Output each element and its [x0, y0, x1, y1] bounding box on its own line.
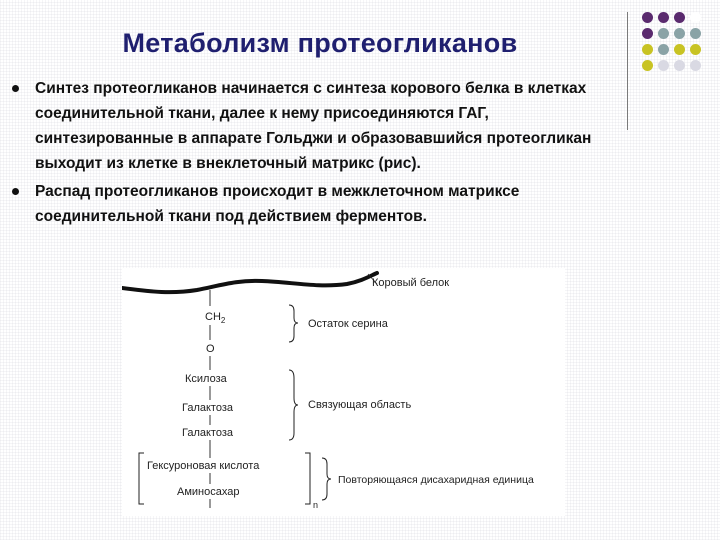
decorative-dot — [658, 28, 669, 39]
decorative-dot — [690, 44, 701, 55]
decorative-dot — [642, 12, 653, 23]
linkage-brace — [289, 370, 298, 440]
bullet-text-synthesis: Синтез протеогликанов начинается с синтеза корового белка в клетках соединительной ткани, далее к нему присоединяются ГАГ, синтезированные в аппарате Гольджи и образовавшийся протеогликан выходит из клетке в внеклеточный матрикс (рис). — [35, 80, 592, 172]
hexuronic-acid-label: Гексуроновая кислота — [147, 460, 260, 472]
serine-brace — [289, 305, 298, 342]
figure-diagram — [122, 268, 565, 516]
repeat-n-label: n — [313, 500, 319, 510]
decorative-dot — [674, 60, 685, 71]
decorative-dot — [674, 28, 685, 39]
decorative-dot — [690, 28, 701, 39]
aminosugar-label: Аминосахар — [177, 486, 240, 498]
proteoglycan-structure-figure — [122, 268, 565, 516]
galactose-2-label: Галактоза — [182, 427, 233, 439]
decorative-dot — [642, 28, 653, 39]
decorative-dot — [658, 44, 669, 55]
decorative-dot — [674, 12, 685, 23]
decorative-dot — [658, 60, 669, 71]
repeat-unit-brace — [322, 458, 331, 500]
decorative-dot-grid — [642, 12, 701, 71]
repeating-unit-label: Повторяющаяся дисахаридная единица — [338, 474, 534, 486]
slide-title: Метаболизм протеогликанов — [122, 28, 518, 58]
decorative-dot — [642, 60, 653, 71]
decorative-dot — [690, 60, 701, 71]
decorative-dot — [642, 44, 653, 55]
core-protein-label: Коровый белок — [372, 277, 450, 289]
bullet-item — [12, 76, 612, 176]
ch2-label: $CH_2$ — [205, 311, 226, 325]
bullet-list — [12, 76, 612, 232]
repeat-bracket-right — [305, 453, 310, 504]
bullet-icon — [12, 85, 19, 92]
bullet-text-degradation: Распад протеогликанов происходит в межклеточном матриксе соединительной ткани под действием ферментов. — [35, 183, 520, 225]
serine-residue-label: Остаток серина — [308, 318, 388, 330]
bullet-item — [12, 179, 612, 229]
galactose-1-label: Галактоза — [182, 402, 233, 414]
core-protein-line — [122, 273, 377, 292]
xylose-label: Ксилоза — [185, 373, 227, 385]
repeat-bracket-left — [139, 453, 144, 504]
decorative-dot — [690, 12, 701, 23]
linkage-region-label: Связующая область — [308, 399, 412, 411]
oxygen-label: O — [206, 343, 215, 355]
decorative-dot — [674, 44, 685, 55]
decorative-divider — [627, 12, 628, 130]
decorative-dot — [658, 12, 669, 23]
bullet-icon — [12, 188, 19, 195]
